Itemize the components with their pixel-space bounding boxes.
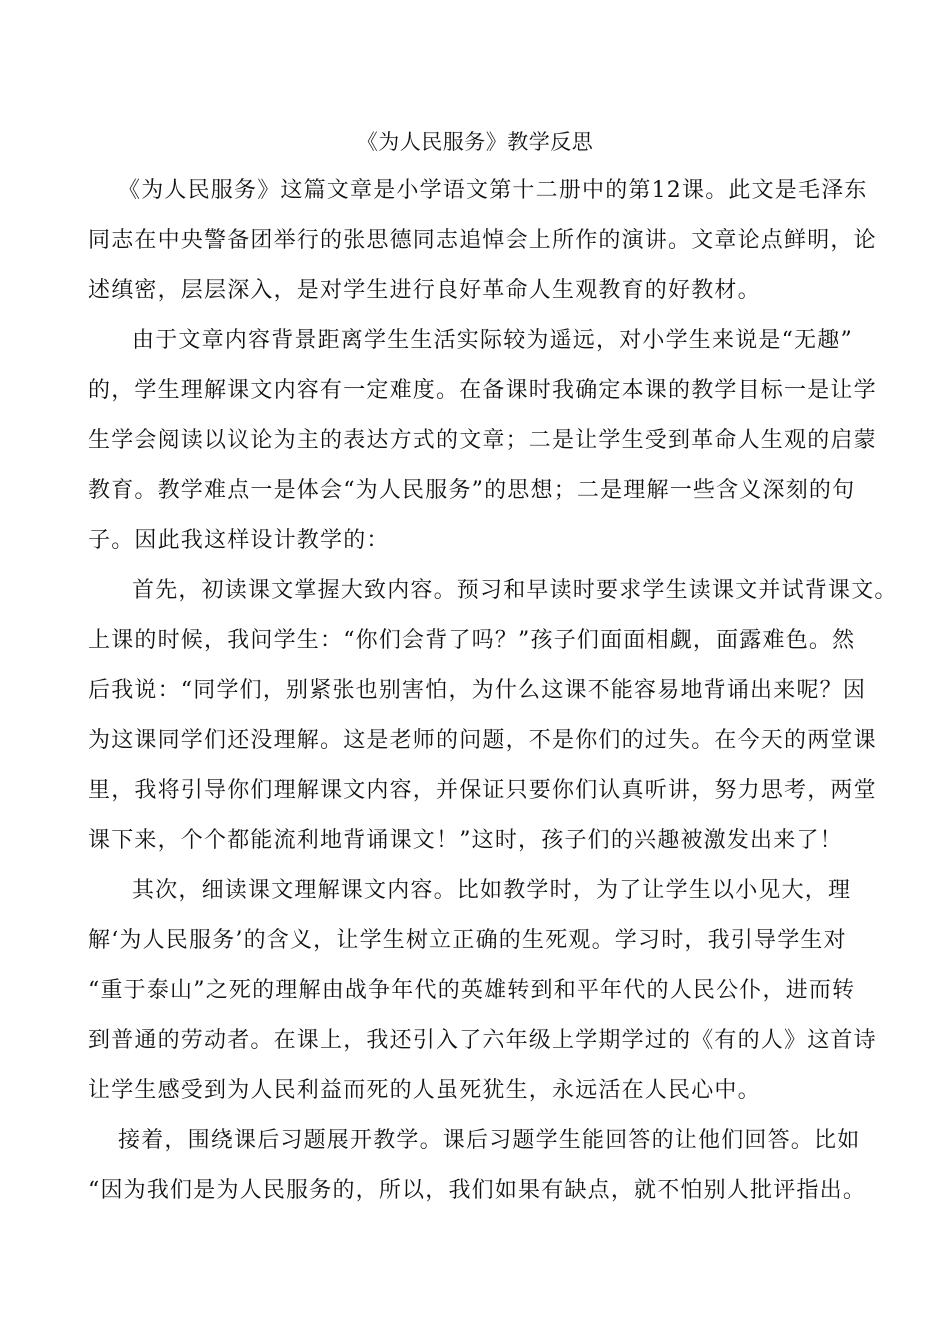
text-line: 解‘为人民服务’的含义，让学生树立正确的生死观。学习时，我引导学生对: [88, 928, 847, 953]
text-line: 由于文章内容背景距离学生生活实际较为遥远，对小学生来说是“无趣”: [132, 328, 853, 353]
text-line: 上课的时候，我问学生：“你们会背了吗？”孩子们面面相觑，面露难色。然: [88, 628, 856, 653]
text-line: 课下来，个个都能流利地背诵课文！”这时，孩子们的兴趣被激发出来了！: [88, 828, 843, 853]
text-line: 的，学生理解课文内容有一定难度。在备课时我确定本课的教学目标一是让学: [88, 378, 877, 403]
text-line: 接着，围绕课后习题展开教学。课后习题学生能回答的让他们回答。比如: [118, 1128, 861, 1153]
text-line: 到普通的劳动者。在课上，我还引入了六年级上学期学过的《有的人》这首诗: [88, 1028, 877, 1053]
text-line: 其次，细读课文理解课文内容。比如教学时，为了让学生以小见大，理: [132, 878, 852, 903]
text-line: 子。因此我这样设计教学的：: [88, 528, 390, 553]
text-line: 里，我将引导你们理解课文内容，并保证只要你们认真听讲，努力思考，两堂: [88, 778, 877, 803]
document-title: 《为人民服务》教学反思: [356, 130, 594, 154]
text-line: 让学生感受到为人民利益而死的人虽死犹生，永远活在人民心中。: [88, 1078, 761, 1103]
text-line: 《为人民服务》这篇文章是小学语文第十二册中的第12课。此文是毛泽东: [118, 178, 868, 203]
text-line: 首先，初读课文掌握大致内容。预习和早读时要求学生读课文并试背课文。: [132, 578, 898, 603]
text-line: 后我说：“同学们，别紧张也别害怕，为什么这课不能容易地背诵出来呢？因: [88, 678, 867, 703]
text-line: 教育。教学难点一是体会“为人民服务”的思想；二是理解一些含义深刻的句: [88, 478, 856, 503]
text-line: 述缜密，层层深入，是对学生进行良好革命人生观教育的好教材。: [88, 278, 761, 303]
text-line: “因为我们是为人民服务的，所以，我们如果有缺点，就不怕别人批评指出。: [88, 1178, 867, 1203]
text-line: 为这课同学们还没理解。这是老师的问题，不是你们的过失。在今天的两堂课: [88, 728, 877, 753]
text-line: 同志在中央警备团举行的张思德同志追悼会上所作的演讲。文章论点鲜明，论: [88, 228, 877, 253]
text-line: 生学会阅读以议论为主的表达方式的文章；二是让学生受到革命人生观的启蒙: [88, 428, 877, 453]
text-line: “重于泰山”之死的理解由战争年代的英雄转到和平年代的人民公仆，进而转: [88, 978, 856, 1003]
